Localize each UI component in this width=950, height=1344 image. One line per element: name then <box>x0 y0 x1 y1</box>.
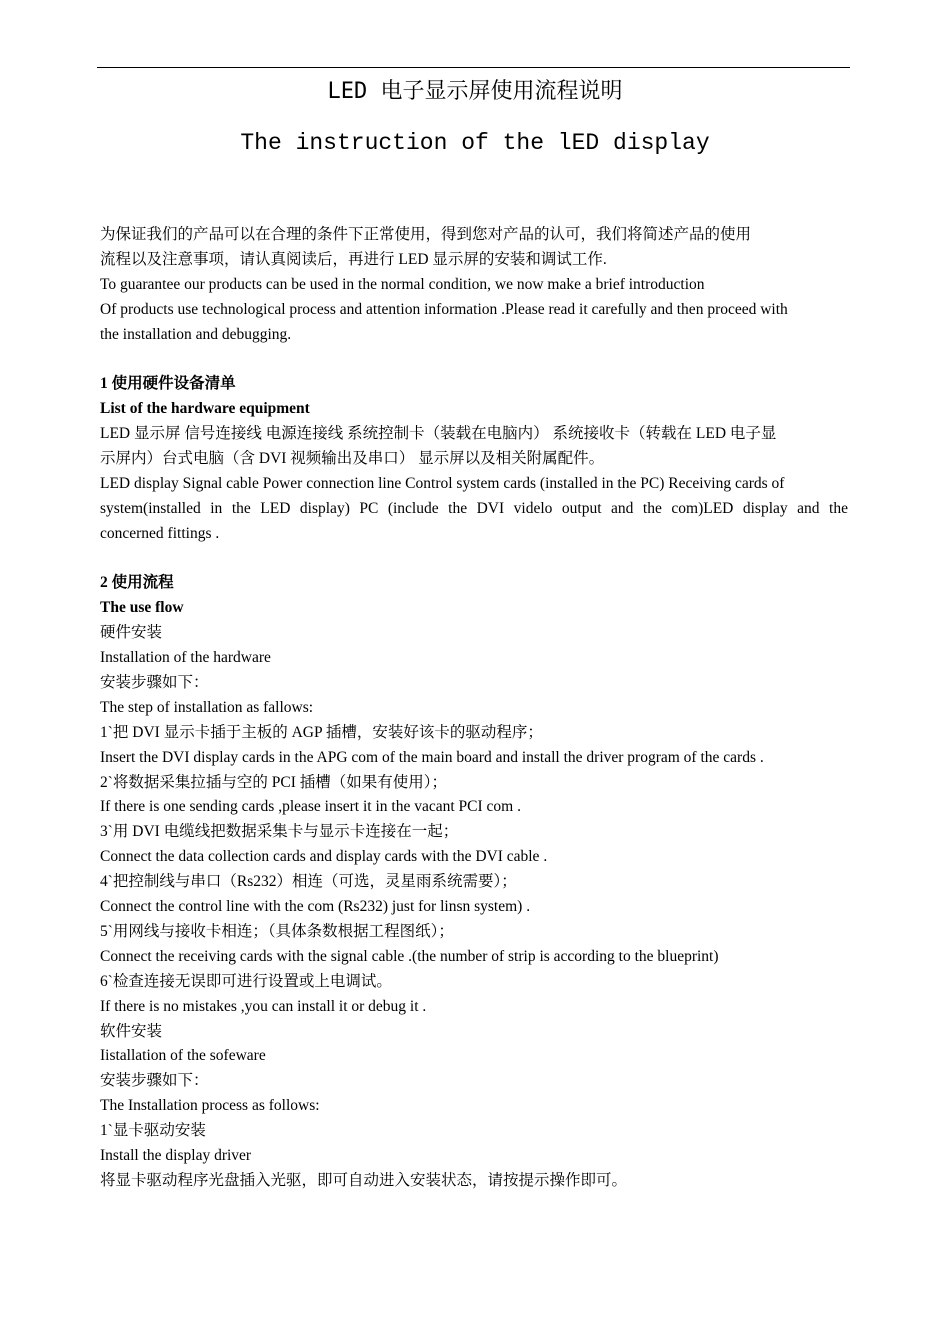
document-title-chinese: LED 电子显示屏使用流程说明 <box>327 79 623 104</box>
section-2-line: 3`用 DVI 电缆线把数据采集卡与显示卡连接在一起； <box>100 823 459 841</box>
intro-line: Of products use technological process and attention information .Please read it carefully and then proceed with <box>100 300 788 318</box>
section-2-line: 1`把 DVI 显示卡插于主板的 AGP 插槽，安装好该卡的驱动程序； <box>100 723 543 741</box>
section-2-line: 软件安装 <box>100 1022 163 1040</box>
section-2-line: Connect the data collection cards and display cards with the DVI cable . <box>100 848 548 866</box>
section-2-line: 4`把控制线与串口（Rs232）相连（可选，灵星雨系统需要）； <box>100 873 517 891</box>
section-2-line: 将显卡驱动程序光盘插入光驱，即可自动进入安装状态，请按提示操作即可。 <box>100 1171 628 1189</box>
section-1-heading-cn: 1 使用硬件设备清单 <box>100 375 236 393</box>
section-2-heading-cn: 2 使用流程 <box>100 574 174 592</box>
section-1-line: LED display Signal cable Power connection line Control system cards (installed in the PC) Receiving cards of <box>100 474 785 492</box>
section-2-line: Connect the receiving cards with the signal cable .(the number of strip is according to the blueprint) <box>100 947 719 965</box>
section-2-line: The Installation process as follows: <box>100 1097 320 1115</box>
section-2-line: If there is one sending cards ,please insert it in the vacant PCI com . <box>100 798 521 816</box>
document-body <box>100 223 848 1194</box>
intro-line: 为保证我们的产品可以在合理的条件下正常使用，得到您对产品的认可，我们将简述产品的使用 <box>100 226 752 243</box>
document-title-english: The instruction of the lED display <box>240 130 710 156</box>
section-2-line: 2`将数据采集拉插与空的 PCI 插槽（如果有使用）； <box>100 773 448 791</box>
section-2-line: 1`显卡驱动安装 <box>100 1122 206 1140</box>
section-2-line: Install the display driver <box>100 1146 252 1164</box>
header-rule <box>97 67 850 68</box>
section-1-line: concerned fittings . <box>100 524 220 542</box>
section-2-heading-en: The use flow <box>100 599 184 617</box>
section-1-line: 示屏内）台式电脑（含 DVI 视频输出及串口） 显示屏以及相关附属配件。 <box>100 450 605 468</box>
intro-line: the installation and debugging. <box>100 325 292 343</box>
section-2-line: Iistallation of the sofeware <box>100 1047 266 1065</box>
paragraph-gap <box>100 547 848 572</box>
section-2-line: 安装步骤如下： <box>100 674 209 692</box>
intro-line: 流程以及注意事项，请认真阅读后，再进行 LED 显示屏的安装和调试工作. <box>100 250 607 268</box>
section-1-line: LED 显示屏 信号连接线 电源连接线 系统控制卡（装载在电脑内） 系统接收卡（转载在 LED 电子显 <box>100 425 777 443</box>
section-2-line: Connect the control line with the com (Rs232) just for linsn system) . <box>100 898 531 916</box>
section-2-line: 安装步骤如下： <box>100 1072 209 1090</box>
section-1-line: system(installed in the LED display) PC (include the DVI videlo output and the com)LED display and the <box>100 499 848 517</box>
section-2-line: 6`检查连接无误即可进行设置或上电调试。 <box>100 972 392 990</box>
section-1-heading-en: List of the hardware equipment <box>100 400 310 418</box>
section-2-line: Installation of the hardware <box>100 649 271 667</box>
paragraph-gap <box>100 347 848 372</box>
section-2-line: 硬件安装 <box>100 624 163 642</box>
section-2-line: The step of installation as fallows: <box>100 698 314 716</box>
section-2-line: If there is no mistakes ,you can install it or debug it . <box>100 997 427 1015</box>
section-2-line: 5`用网线与接收卡相连；（具体条数根据工程图纸）； <box>100 922 454 940</box>
intro-line: To guarantee our products can be used in the normal condition, we now make a brief introduction <box>100 275 705 293</box>
section-2-line: Insert the DVI display cards in the APG com of the main board and install the driver program of the cards . <box>100 748 764 766</box>
